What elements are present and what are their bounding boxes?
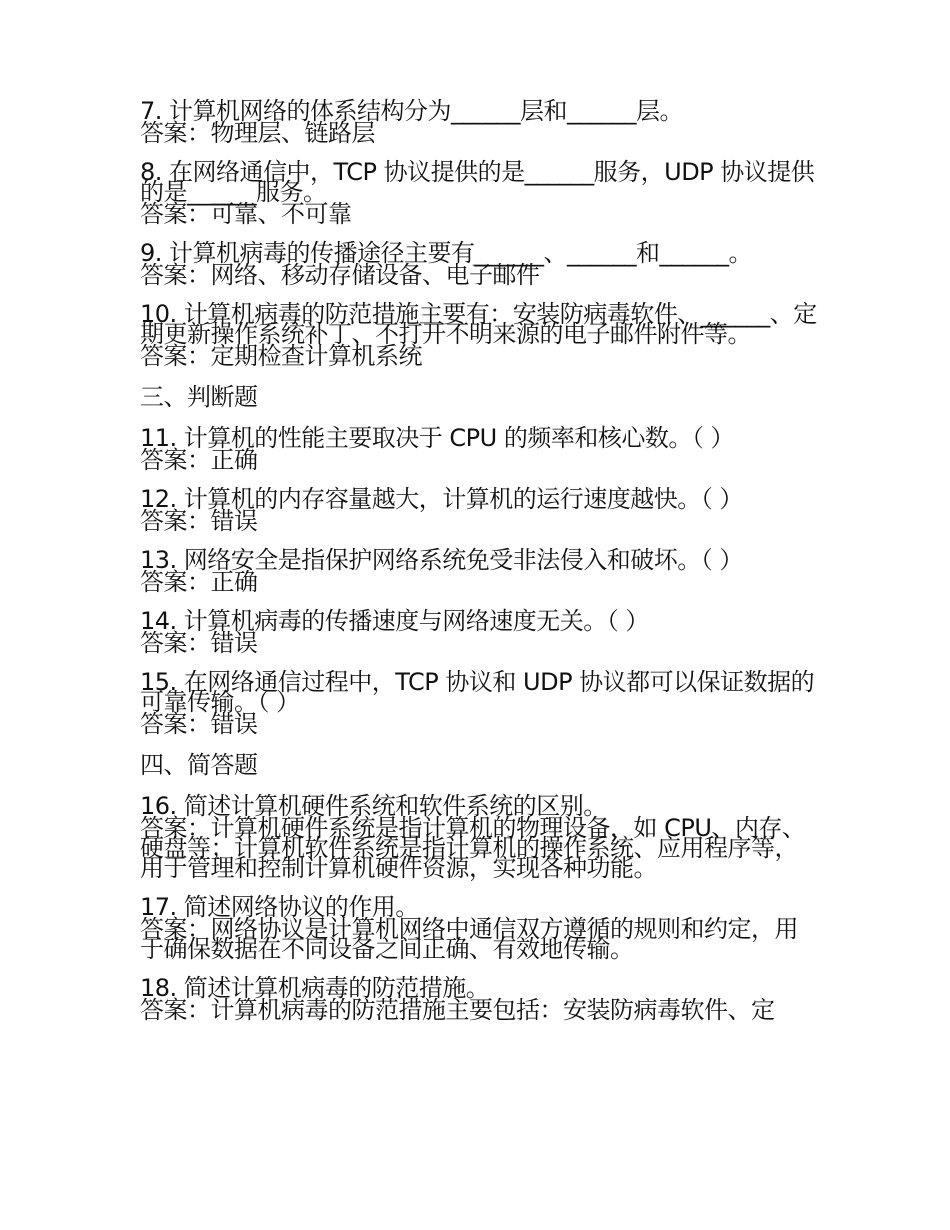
answer-text: 答案：物理层、链路层 bbox=[140, 119, 375, 147]
question-block bbox=[140, 607, 820, 657]
question-block bbox=[140, 974, 820, 1024]
question-text: 17. 简述网络协议的作用。 bbox=[140, 893, 419, 921]
question-text: 18. 简述计算机病毒的防范措施。 bbox=[140, 974, 490, 1002]
answer-text: 答案：计算机病毒的防范措施主要包括：安装防病毒软件、定 bbox=[140, 996, 775, 1024]
question-block bbox=[140, 485, 820, 535]
question-text: 16. 简述计算机硬件系统和软件系统的区别。 bbox=[140, 792, 607, 820]
question-block bbox=[140, 97, 820, 147]
answer-text: 答案：可靠、不可靠 bbox=[140, 200, 352, 228]
answer-text: 答案：错误 bbox=[140, 710, 258, 738]
answer-text: 答案：错误 bbox=[140, 629, 258, 657]
question-block bbox=[140, 546, 820, 596]
question-text: 12. 计算机的内存容量越大，计算机的运行速度越快。（ ） bbox=[140, 485, 743, 513]
question-block bbox=[140, 668, 820, 738]
answer-text: 答案：正确 bbox=[140, 446, 258, 474]
answer-text: 答案：正确 bbox=[140, 568, 258, 596]
question-text: 14. 计算机病毒的传播速度与网络速度无关。（ ） bbox=[140, 607, 649, 635]
answer-text: 答案：定期检查计算机系统 bbox=[140, 342, 422, 370]
question-text: 11. 计算机的性能主要取决于 CPU 的频率和核心数。（ ） bbox=[140, 424, 734, 452]
section-heading-short-answer: 四、简答题 bbox=[140, 751, 258, 779]
question-block bbox=[140, 424, 820, 474]
question-text: 9. 计算机病毒的传播途径主要有______、______和______。 bbox=[140, 239, 753, 267]
question-block bbox=[140, 792, 820, 882]
answer-text: 答案：计算机硬件系统是指计算机的物理设备，如 CPU、内存、硬盘等；计算机软件系统是指计算机的操作系统、应用程序等，用于管理和控制计算机硬件资源，实现各种功能。 bbox=[140, 814, 806, 882]
question-block bbox=[140, 239, 820, 289]
question-block bbox=[140, 893, 820, 963]
question-text: 7. 计算机网络的体系结构分为______层和______层。 bbox=[140, 97, 684, 125]
section-heading-judge: 三、判断题 bbox=[140, 383, 258, 411]
question-text: 15. 在网络通信过程中，TCP 协议和 UDP 协议都可以保证数据的可靠传输。（ ） bbox=[140, 668, 815, 716]
question-block bbox=[140, 300, 820, 370]
question-block bbox=[140, 158, 820, 228]
answer-text: 答案：网络、移动存储设备、电子邮件 bbox=[140, 261, 540, 289]
question-text: 8. 在网络通信中，TCP 协议提供的是______服务，UDP 协议提供的是______服务。 bbox=[140, 158, 815, 206]
question-text: 13. 网络安全是指保护网络系统免受非法侵入和破坏。（ ） bbox=[140, 546, 743, 574]
question-text: 10. 计算机病毒的防范措施主要有：安装防病毒软件、______、定期更新操作系统补丁、不打开不明来源的电子邮件附件等。 bbox=[140, 300, 817, 348]
answer-text: 答案：网络协议是计算机网络中通信双方遵循的规则和约定，用于确保数据在不同设备之间正确、有效地传输。 bbox=[140, 915, 798, 963]
answer-text: 答案：错误 bbox=[140, 507, 258, 535]
document-page bbox=[140, 97, 820, 1039]
